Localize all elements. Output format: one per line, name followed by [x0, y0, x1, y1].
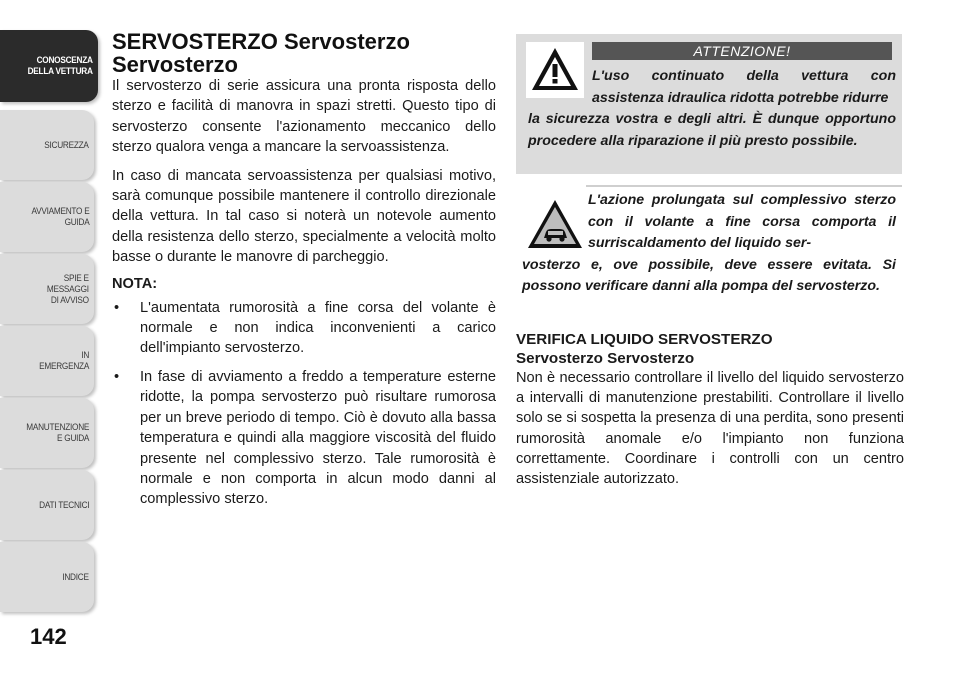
tab-label: IN EMERGENZA	[39, 350, 89, 372]
subsection-title	[516, 330, 904, 368]
bullet-marker: •	[114, 368, 120, 385]
warning-header: ATTENZIONE!	[592, 42, 892, 60]
tab-indice[interactable]	[0, 542, 94, 612]
paragraph-intro: Il servosterzo di serie assicura una pronta risposta dello sterzo e facilità di manovra in spazi stretti. Questo tipo di servosterzo consente l'azionamento meccanico dello sterzo qualora venga a mancare la servoassistenza.	[112, 78, 496, 156]
list-item	[112, 298, 496, 359]
section-title-line1: SERVOSTERZO Servosterzo	[112, 29, 410, 54]
tab-dati-tecnici[interactable]	[0, 470, 94, 540]
warning-text-first: L'uso continuato della vettura con assistenza idraulica ridotta potrebbe ridurre	[592, 68, 896, 106]
car-caution-triangle-icon	[524, 196, 586, 252]
paragraph-no-assist: In caso di mancata servoassistenza per qualsiasi motivo, sarà comunque possibile mantenere il controllo direzionale della vettura. In tal caso si noterà un notevole aumento della resistenza dello sterzo, specialmente a velocità molto basse o durante le manovre di parcheggio.	[112, 167, 496, 266]
tab-spie-e-messaggi[interactable]	[0, 254, 94, 324]
tab-label: SPIE E MESSAGGI DI AVVISO	[47, 272, 89, 306]
tab-manutenzione-e-guida[interactable]	[0, 398, 94, 468]
subsection-title-line2: Servosterzo Servosterzo	[516, 350, 695, 367]
left-column	[112, 30, 496, 518]
paragraph-fluid-check: Non è necessario controllare il livello del liquido servosterzo a intervalli di manutenzione prestabiliti. Controllare il livello solo se si sospetta la presenza di una perdita, sono presenti rumorosità anomale e/o l'impianto non funziona correttamente. Coordinare i controlli con un centro assistenziale autorizzato.	[516, 370, 904, 488]
section-title	[112, 30, 496, 76]
tab-label: DATI TECNICI	[38, 499, 89, 511]
tab-label: CONOSCENZA DELLA VETTURA	[27, 55, 93, 77]
caution-text-rest: vosterzo e, ove possibile, deve essere evitata. Si possono verificare danni alla pompa del servosterzo.	[522, 256, 896, 294]
warning-text	[528, 66, 896, 152]
tab-label: SICUREZZA	[44, 139, 89, 151]
tab-avviamento-e-guida[interactable]	[0, 182, 94, 252]
caution-divider	[586, 185, 902, 187]
chapter-sidebar	[0, 0, 98, 620]
tab-label: MANUTENZIONE E GUIDA	[26, 422, 89, 444]
tab-label: INDICE	[62, 571, 89, 583]
tab-label: AVVIAMENTO E GUIDA	[30, 206, 89, 228]
tab-conoscenza-della-vettura[interactable]	[0, 30, 98, 102]
right-column	[516, 330, 904, 489]
nota-label: NOTA:	[112, 275, 158, 292]
subsection-title-line1: VERIFICA LIQUIDO SERVOSTERZO	[516, 331, 773, 348]
section-title-line2: Servosterzo	[112, 52, 238, 77]
warning-text-rest: la sicurezza vostra e degli altri. È dunque opportuno procedere alla riparazione il più presto possibile.	[528, 111, 896, 149]
tab-in-emergenza[interactable]	[0, 326, 94, 396]
list-item-text: L'aumentata rumorosità a fine corsa del volante è normale e non indica inconvenienti a carico dell'impianto servosterzo.	[140, 299, 496, 357]
list-item	[112, 367, 496, 510]
page-number: 142	[30, 624, 67, 649]
list-item-text: In fase di avviamento a freddo a temperature esterne ridotte, la pompa servosterzo può risultare rumorosa per un breve periodo di tempo. Ciò è dovuto alla bassa temperatura e quindi alla maggiore viscosità del fluido presente nel complessivo sterzo. Tale rumorosità è normale e non comporta in alcun modo danni al complessivo sterzo.	[140, 368, 496, 508]
caution-text-first: L'azione prolungata sul complessivo sterzo con il volante a fine corsa comporta il surriscaldamento del liquido ser-	[588, 192, 896, 251]
tab-sicurezza[interactable]	[0, 110, 94, 180]
bullet-marker: •	[114, 299, 120, 316]
